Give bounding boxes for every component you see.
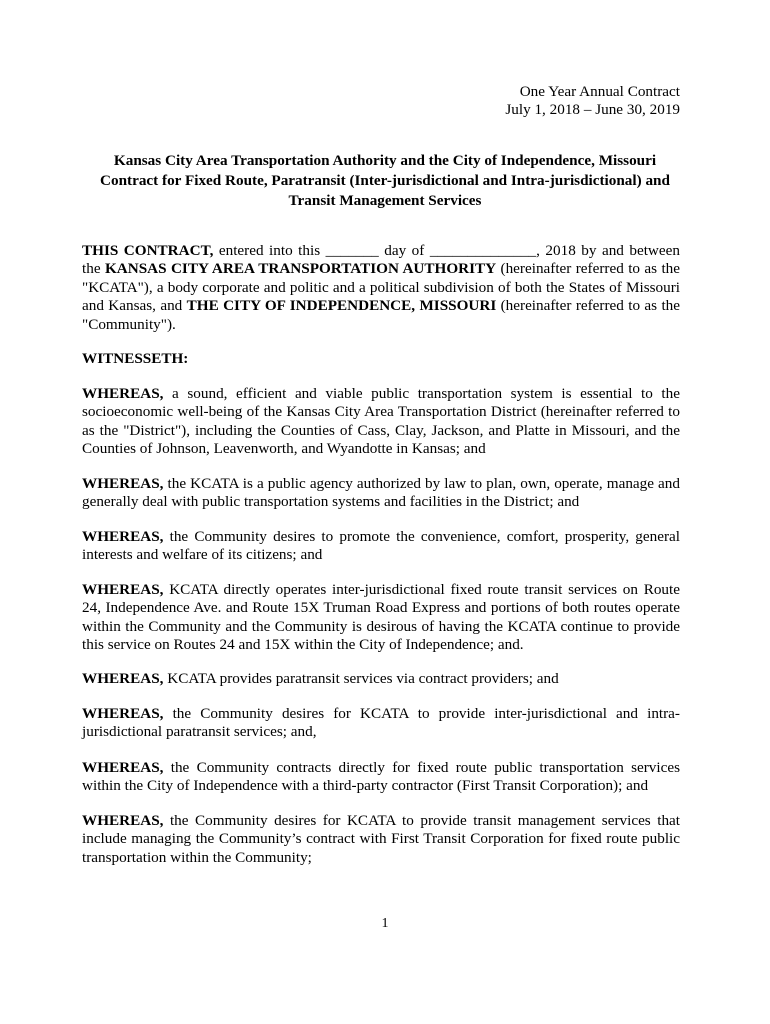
whereas-label: WHEREAS, (82, 528, 164, 545)
intro-paragraph (82, 242, 680, 334)
whereas-clause-2 (82, 475, 680, 512)
document-title (82, 151, 688, 211)
clause-text: a sound, efficient and viable public transportation system is essential to the socioeconomic well-being of the Kansas City Area Transportation District (hereinafter referred to as the "District"), including the Counties of Cass, Clay, Jackson, and Platte in Missouri, and the Counties of Johnson, Leavenworth, and Wyandotte in Kansas; and (82, 385, 680, 458)
intro-text-2: (hereinafter referred to as the "KCATA"), a body corporate and politic and a political subdivision of both the States of Missouri and Kansas, and (82, 260, 680, 315)
contract-dates: July 1, 2018 – June 30, 2019 (505, 101, 680, 118)
whereas-label: WHEREAS, (82, 759, 164, 776)
title-line-1: Kansas City Area Transportation Authority and the City of Independence, Missouri (113, 152, 657, 169)
clause-text: the Community desires for KCATA to provide inter-jurisdictional and intra-jurisdictional paratransit services; and, (82, 705, 680, 741)
party-independence: THE CITY OF INDEPENDENCE, MISSOURI (186, 297, 497, 315)
whereas-label: WHEREAS, (82, 705, 164, 722)
clause-text: the Community contracts directly for fixed route public transportation services within the City of Independence with a third-party contractor (First Transit Corporation); and (82, 759, 680, 795)
whereas-clause-7 (82, 759, 680, 796)
clause-text: KCATA provides paratransit services via contract providers; and (163, 670, 559, 687)
title-line-2: Contract for Fixed Route, Paratransit (Inter-jurisdictional and Intra-jurisdictional) and (100, 172, 670, 189)
whereas-clause-3 (82, 528, 680, 565)
whereas-clause-1 (82, 385, 680, 459)
whereas-label: WHEREAS, (82, 475, 164, 492)
whereas-label: WHEREAS, (82, 812, 164, 829)
title-line-3: Transit Management Services (288, 192, 482, 209)
intro-lead: THIS CONTRACT, (82, 242, 214, 259)
clause-text: the Community desires to promote the convenience, comfort, prosperity, general interests and welfare of its citizens; and (82, 528, 680, 564)
whereas-clause-4 (82, 581, 680, 655)
contract-term-header (505, 83, 680, 119)
whereas-label: WHEREAS, (82, 385, 164, 402)
whereas-clause-8 (82, 812, 680, 867)
intro-text-3: (hereinafter referred to as the "Community"). (82, 297, 680, 333)
whereas-clause-5 (82, 670, 680, 688)
whereas-label: WHEREAS, (82, 670, 164, 687)
clause-text: the KCATA is a public agency authorized by law to plan, own, operate, manage and generally deal with public transportation systems and facilities in the District; and (82, 475, 680, 511)
whereas-label: WHEREAS, (82, 581, 164, 598)
page-number: 1 (381, 916, 389, 931)
clause-text: the Community desires for KCATA to provide transit management services that include managing the Community’s contract with First Transit Corporation for fixed route public transportation within the Community; (82, 812, 680, 866)
contract-type: One Year Annual Contract (519, 83, 680, 100)
witnesseth-heading: WITNESSETH: (82, 350, 189, 367)
party-kcata: KANSAS CITY AREA TRANSPORTATION AUTHORITY (104, 260, 497, 278)
whereas-clause-6 (82, 705, 680, 742)
intro-text-1: entered into this _______ day of ______________, 2018 by and between the (82, 242, 680, 278)
clause-text: KCATA directly operates inter-jurisdictional fixed route transit services on Route 24, Independence Ave. and Route 15X Truman Road Express and portions of both routes operate within the Community and the Community is desirous of having the KCATA continue to provide this service on Routes 24 and 15X within the City of Independence; and. (82, 581, 680, 654)
